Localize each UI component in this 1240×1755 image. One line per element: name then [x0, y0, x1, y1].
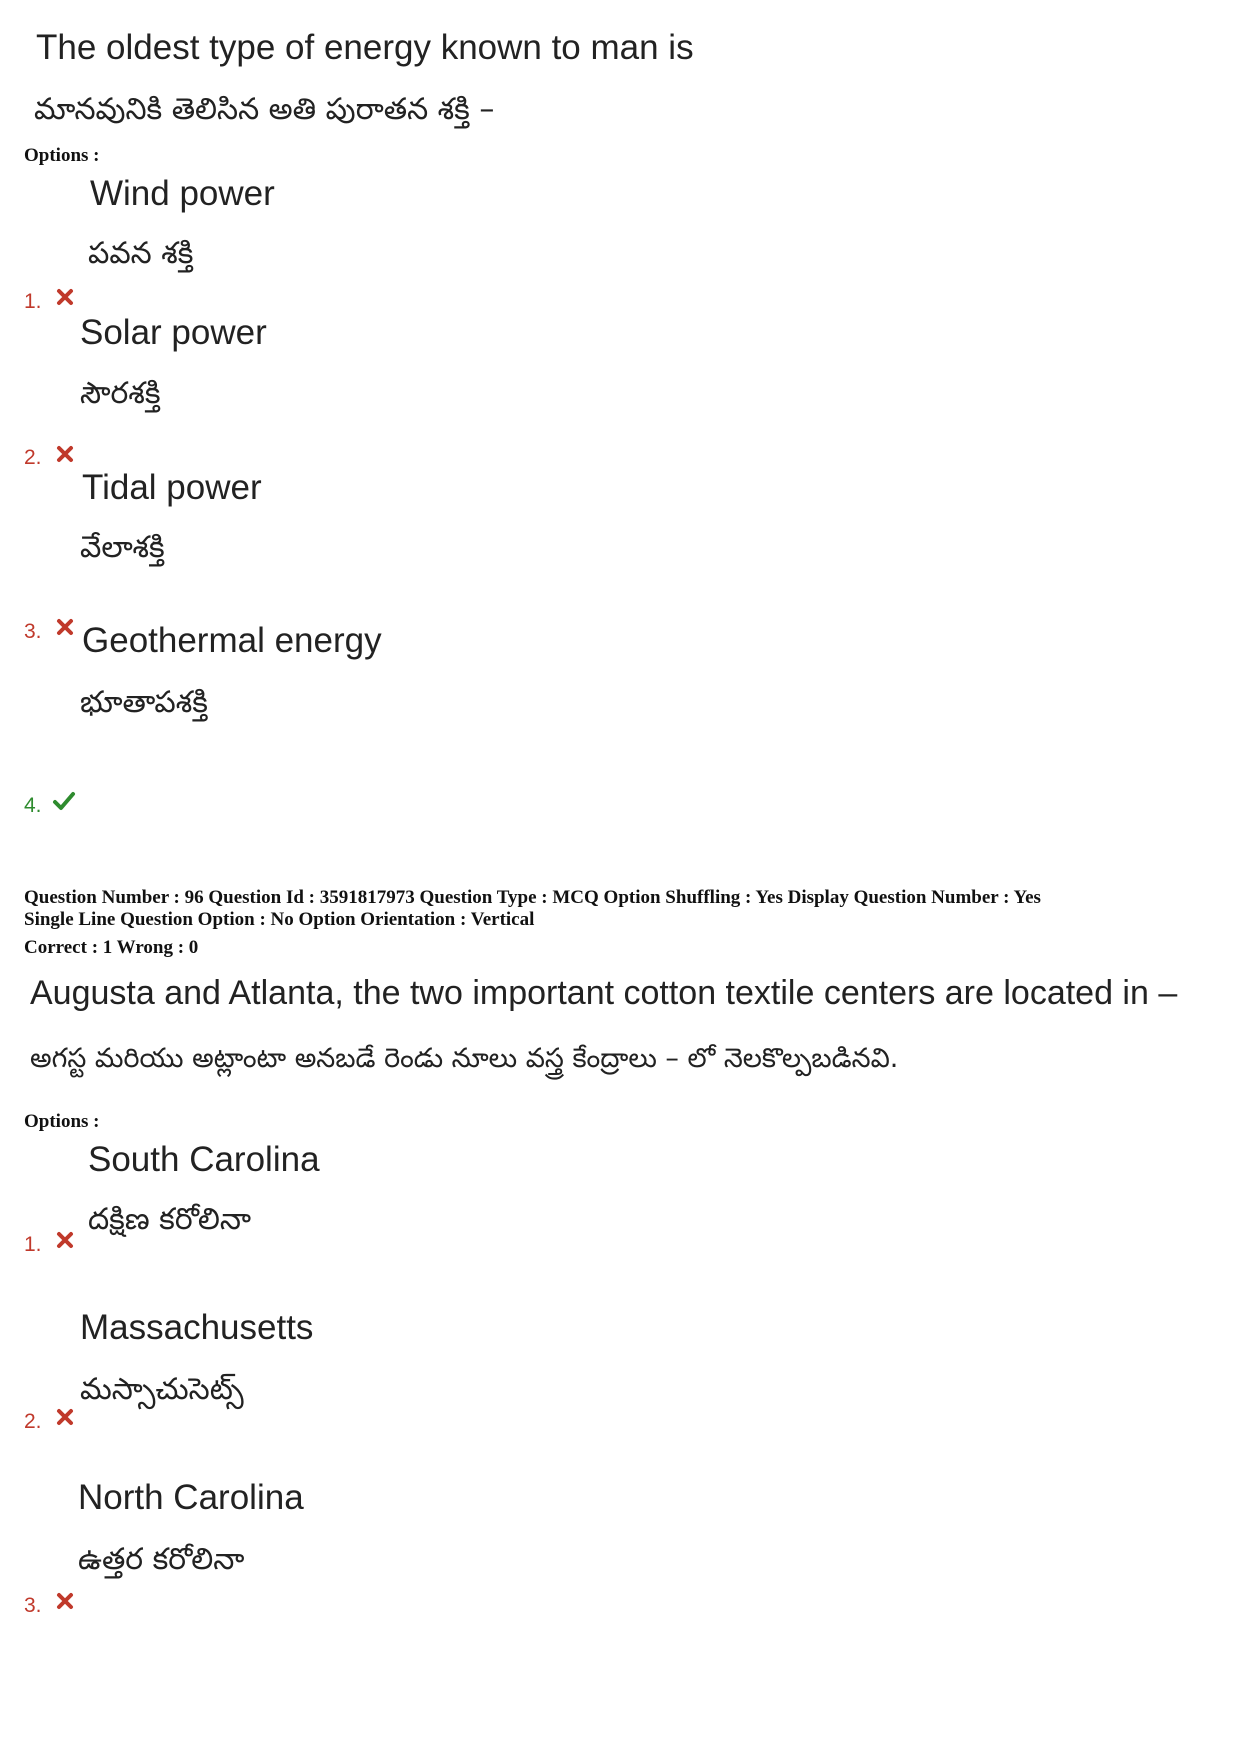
option-text-te: ఉత్తర కరోలినా: [78, 1542, 245, 1577]
option-number: 2.: [24, 1410, 42, 1433]
question-meta-line3: Correct : 1 Wrong : 0: [24, 937, 199, 958]
option-text-en: Massachusetts: [80, 1308, 314, 1347]
cross-icon: [56, 618, 74, 636]
option-number: 2.: [24, 446, 42, 469]
question-text-te: అగస్ట మరియు అట్లాంటా అనబడే రెండు నూలు వస్త్ర కేంద్రాలు – లో నెలకొల్పబడినవి.: [30, 1043, 899, 1074]
question-text-en: Augusta and Atlanta, the two important cotton textile centers are located in –: [30, 974, 1178, 1012]
options-label: Options :: [24, 145, 100, 166]
cross-icon: [56, 1592, 74, 1610]
option-number: 1.: [24, 1233, 42, 1256]
question-text-te: మానవునికి తెలిసిన అతి పురాతన శక్తి –: [34, 92, 495, 127]
option-number: 1.: [24, 290, 42, 313]
check-icon: [52, 790, 76, 812]
option-number: 4.: [24, 794, 42, 817]
option-number: 3.: [24, 1594, 42, 1617]
option-number: 3.: [24, 620, 42, 643]
cross-icon: [56, 445, 74, 463]
option-text-en: Tidal power: [82, 468, 262, 507]
option-text-en: South Carolina: [88, 1140, 320, 1179]
cross-icon: [56, 1408, 74, 1426]
options-label: Options :: [24, 1111, 100, 1132]
question-meta-line1: Question Number : 96 Question Id : 3591817973 Question Type : MCQ Option Shuffling : Yes Display Question Number : Yes: [24, 887, 1041, 908]
question-text-en: The oldest type of energy known to man is: [36, 28, 694, 67]
option-text-te: దక్షిణ కరోలినా: [88, 1202, 252, 1237]
option-text-en: Solar power: [80, 313, 267, 352]
cross-icon: [56, 288, 74, 306]
option-text-en: Geothermal energy: [82, 621, 382, 660]
option-text-te: సౌరశక్తి: [80, 376, 161, 411]
option-text-en: North Carolina: [78, 1478, 304, 1517]
option-text-en: Wind power: [90, 174, 275, 213]
option-text-te: మస్సాచుసెట్స్: [80, 1372, 244, 1407]
question-meta-line2: Single Line Question Option : No Option Orientation : Vertical: [24, 909, 535, 930]
option-text-te: పవన శక్తి: [88, 236, 194, 271]
option-text-te: భూతాపశక్తి: [80, 685, 208, 720]
option-text-te: వేలాశక్తి: [80, 530, 165, 565]
cross-icon: [56, 1231, 74, 1249]
